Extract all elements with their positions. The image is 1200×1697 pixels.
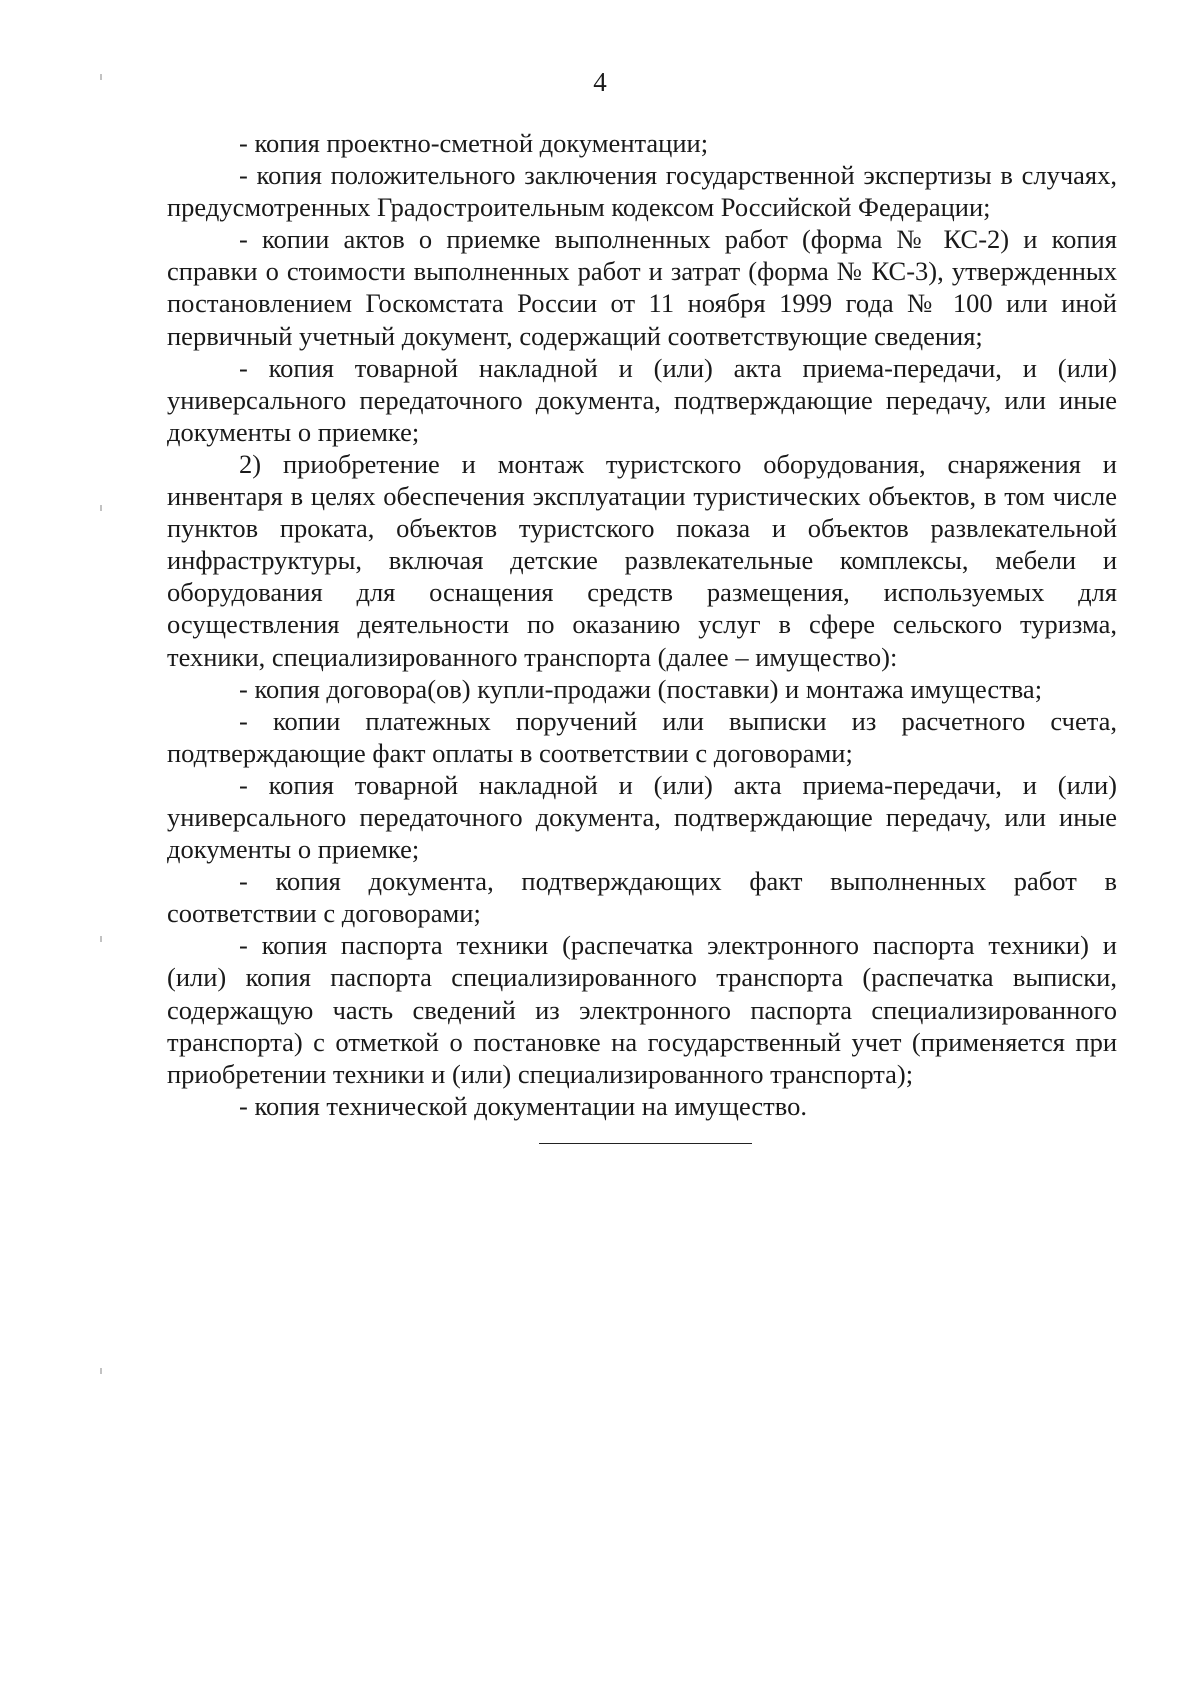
page-number: 4 xyxy=(593,67,607,97)
paragraph: - копия проектно-сметной документации; xyxy=(239,128,709,158)
end-separator-line xyxy=(539,1143,752,1144)
paragraph: - копия паспорта техники (распечатка электронного паспорта техники) и (или) копия паспорта специализированного транспорта (распечатка выписки, содержащую часть сведений из электронного паспорта специализированного транспорта) с отметкой о постановке на государственный учет (применяется при приобретении техники и (или) специализированного транспорта); xyxy=(167,930,1117,1089)
paragraph: - копии платежных поручений или выписки из расчетного счета, подтверждающие факт оплаты в соответствии с договорами; xyxy=(167,705,1117,768)
scan-speck xyxy=(100,936,102,942)
paragraph: - копия технической документации на имущество. xyxy=(239,1090,807,1121)
paragraph: - копии актов о приемке выполненных работ (форма № КС-2) и копия справки о стоимости выполненных работ и затрат (форма № КС-3), утвержденных постановлением Госкомстата России от 11 ноября 1999 года № 100 или иной первичный учетный документ, содержащий соответствующие сведения; xyxy=(167,224,1117,351)
paragraph: - копия положительного заключения государственной экспертизы в случаях, предусмотренных Градостроительным кодексом Российской Федерации; xyxy=(167,160,1117,223)
paragraph: - копия договора(ов) купли-продажи (поставки) и монтажа имущества; xyxy=(239,673,1043,704)
paragraph: - копия документа, подтверждающих факт выполненных работ в соответствии с договорами; xyxy=(167,866,1117,929)
scan-speck xyxy=(100,1368,102,1374)
paragraph: - копия товарной накладной и (или) акта приема-передачи, и (или) универсального передаточного документа, подтверждающие передачу, или иные документы о приемке; xyxy=(167,352,1117,447)
scan-speck xyxy=(100,505,102,511)
paragraph: - копия товарной накладной и (или) акта приема-передачи, и (или) универсального передаточного документа, подтверждающие передачу, или иные документы о приемке; xyxy=(167,769,1117,865)
document-body xyxy=(167,127,1117,1144)
paragraph: 2) приобретение и монтаж туристского оборудования, снаряжения и инвентаря в целях обеспечения эксплуатации туристических объектов, в том числе пунктов проката, объектов туристского показа и объектов развлекательной инфраструктуры, включая детские развлекательные комплексы, мебели и оборудования для оснащения средств размещения, используемых для осуществления деятельности по оказанию услуг в сфере сельского туризма, техники, специализированного транспорта (далее – имущество): xyxy=(167,448,1117,672)
